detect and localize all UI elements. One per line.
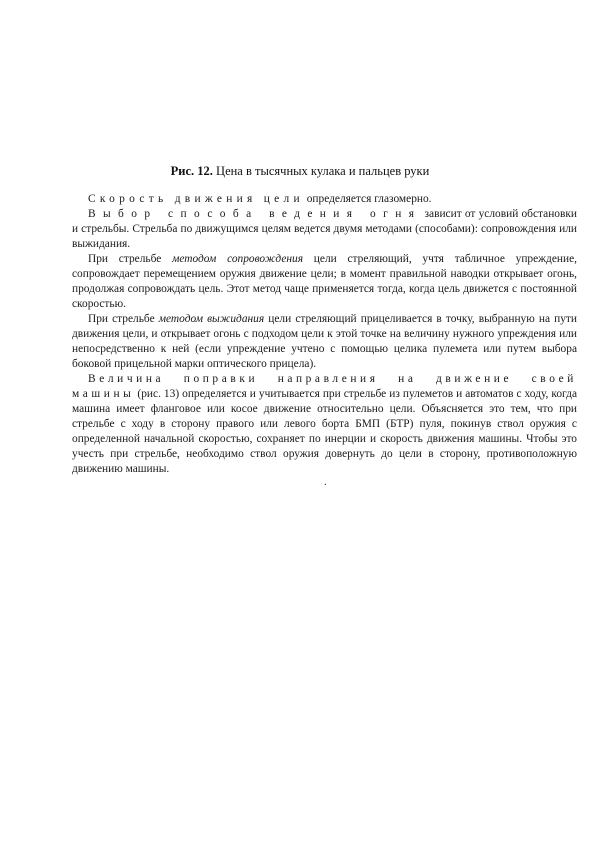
figure-caption-text: Цена в тысячных кулака и пальцев руки bbox=[216, 164, 430, 178]
paragraph-fire-method-text: зависит от условий обстановки и стрельбы. Стрельба по движущимся целям ведется двумя методами (способами): сопровождения или выжидания. bbox=[72, 208, 577, 250]
paragraph-tracking-method bbox=[72, 252, 577, 312]
paragraph-speed bbox=[72, 192, 577, 207]
figure-label: Рис. 12. bbox=[170, 164, 213, 178]
page-mark: . bbox=[324, 476, 327, 488]
spaced-term-vehicle-correction: Величина поправки направления на движение своей машины bbox=[72, 373, 577, 400]
paragraph-tracking-after: цели стреляющий, учтя табличное упреждение, сопровождает перемещением оружия движение цели; в момент правильной наводки открывает огонь, продолжая сопровождать цель. Этот метод чаще применяется тогда, когда цель движется с постоянной скоростью. bbox=[72, 253, 577, 310]
paragraph-waiting-after: цели стреляющий прицеливается в точку, выбранную на пути движения цели, и открывает огонь с подходом цели к этой точке на величину нужного упреждения или непосредственно к ней (если упреждение учтено с помощью целика пулемета или путем выбора боковой прицельной марки оптического прицела). bbox=[72, 313, 577, 370]
spaced-term-speed: Скорость движения цели bbox=[88, 193, 304, 205]
paragraph-vehicle-correction bbox=[72, 372, 577, 477]
body-text bbox=[72, 192, 577, 477]
figure-caption bbox=[60, 163, 540, 179]
paragraph-speed-text: определяется глазомерно. bbox=[303, 193, 432, 205]
italic-term-waiting: методом выжидания bbox=[158, 313, 265, 325]
paragraph-fire-method bbox=[72, 207, 577, 252]
spaced-term-fire-method: Выбор способа ведения огня bbox=[88, 208, 422, 220]
paragraph-waiting-method bbox=[72, 312, 577, 372]
paragraph-waiting-before: При стрельбе bbox=[88, 313, 159, 325]
italic-term-tracking: методом сопровождения bbox=[172, 253, 304, 265]
paragraph-tracking-before: При стрельбе bbox=[88, 253, 173, 265]
paragraph-vehicle-correction-text: (рис. 13) определяется и учитывается при стрельбе из пулеметов и автоматов с ходу, когда машина имеет фланговое или косое движение относительно цели. Объясняется это тем, что при стрельбе с ходу в сторону правого или левого борта БМП (БТР) пуля, покинув ствол оружия с определенной начальной скоростью, сохраняет по инерции и скорость движения машины. Чтобы это учесть при стрельбе, необходимо ствол оружия довернуть до цели в сторону, противоположную движению машины. bbox=[72, 388, 577, 475]
